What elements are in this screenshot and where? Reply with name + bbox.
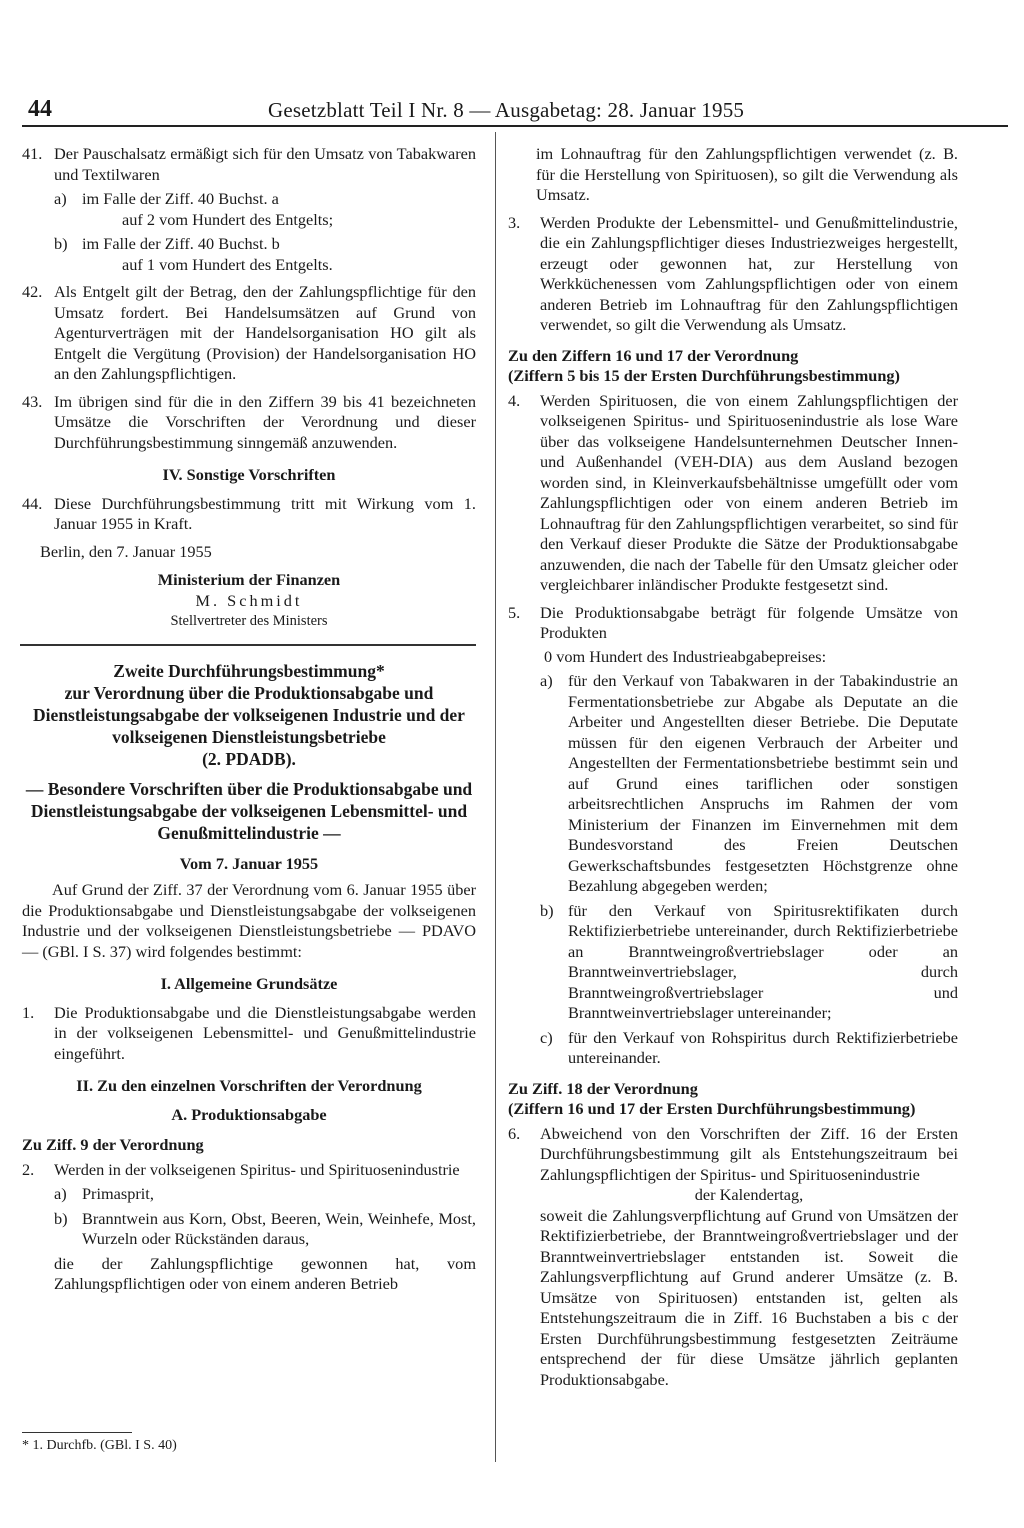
paragraph-3 [508,213,958,336]
sub-item-b [54,1209,476,1250]
subheading-ziff-9: Zu Ziff. 9 der Verordnung [22,1135,204,1154]
item-number: 2. [22,1159,35,1179]
document-date: Vom 7. Januar 1955 [179,853,319,873]
sub-label: a) [54,189,67,208]
document-title: Zweite Durchführungsbestimmung* [113,660,385,681]
centered-term: der Kalendertag, [694,1185,804,1204]
sub-text: im Falle der Ziff. 40 Buchst. b [82,234,280,253]
header-rule [22,125,1008,127]
sub-text: auf 2 vom Hundert des Entgelts; [122,209,334,229]
item-text: Abweichend von den Vorschriften der Ziff. 16 der Ersten Durchführungsbestimmung gilt als Entstehungszeitraum bei Zahlungspflichtigen der Spiritus- und Spirituosenindustrie [540,1123,958,1184]
column-divider [495,132,496,1462]
item-text: Im übrigen sind für die in den Ziffern 39 bis 41 bezeichneten Umsätze die Vorschriften der Verordnung und dieser Durchführungsbestimmung sinngemäß anzuwenden. [54,391,476,452]
item-text: Werden Produkte der Lebensmittel- und Genußmittelindustrie, die ein Zahlungspflichtiger dieses Industriezweiges hergestellt, erzeugt oder gewonnen hat, zur Herstellung von Werkküchenessen vom Zahlungspflichtigen oder von einem anderen Betrieb im Lohnauftrag für den Zahlungspflichtigen verwendet, so gilt die Verwendung als Umsatz. [540,212,958,334]
subheading-ziff-16-17: Zu den Ziffern 16 und 17 der Verordnung [508,345,799,365]
sub-text: im Falle der Ziff. 40 Buchst. a [82,189,279,208]
sub-item-c [540,1028,958,1069]
place-date: Berlin, den 7. Januar 1955 [40,541,212,561]
paragraph-2 [22,1160,476,1295]
item-number: 43. [22,391,43,411]
sub-text: Primasprit, [82,1184,154,1203]
section-heading-a: A. Produktionsabgabe [171,1104,327,1124]
sub-label: b) [54,234,68,253]
footnote: * 1. Durchfb. (GBl. I S. 40) [22,1438,177,1453]
sub-item-a [54,1184,476,1205]
section-heading-ii: II. Zu den einzelnen Vorschriften der Verordnung [76,1076,422,1095]
section-rule [20,644,476,646]
paragraph-43 [22,392,476,454]
item-text: Der Pauschalsatz ermäßigt sich für den Umsatz von Tabakwaren und Textilwaren [54,144,476,184]
sub-label: a) [540,671,553,690]
subheading-ziff-5-15: (Ziffern 5 bis 15 der Ersten Durchführungsbestimmung) [508,366,900,385]
item-number: 4. [508,390,521,410]
sub-item-b [540,901,958,1024]
item-text: Diese Durchführungsbestimmung tritt mit Wirkung vom 1. Januar 1955 in Kraft. [54,493,476,533]
item-continuation: soweit die Zahlungsverpflichtung auf Grund von Umsätzen der Rektifizierbetriebe, der Branntweingroßvertriebslager und der Branntweinvertriebslager entstanden ist. Soweit die Zahlungsverpflichtung auf Grund anderer Umsätze (z. B. Umsätze von Spirituosen) entstanden ist, gelten als Entstehungszeitraum die in Ziff. 16 Buchstaben a bis c der Ersten Durchführungsbestimmung festgesetzten Zeiträume entsprechend der für diese Umsätze jährlich geplanten Produktionsabgabe. [540,1205,958,1389]
intro-paragraph: Auf Grund der Ziff. 37 der Verordnung vom 6. Januar 1955 über die Produktionsabgabe und Dienstleistungsabgabe der volkseigenen Industrie und der volkseigenen Dienstleistungsbetriebe — PDAVO — (GBl. I S. 37) wird folgendes bestimmt: [22,880,476,961]
item-text: Werden Spirituosen, die von einem Zahlungspflichtigen der volkseigenen Spiritus- und Spirituosenindustrie als lose Ware über das volkseigene Handelsunternehmen Deutscher Innen- und Außenhandel (VEH-DIA) aus dem Ausland bezogen worden sind, in Kleinverkaufsbehältnisse umgefüllt oder vom Zahlungspflichtigen oder von einem anderen Betrieb im Lohnauftrag für den Zahlungspflichtigen verarbeitet, so sind für den Verkauf dieser Produkte die Sätze der Produktionsabgabe anzuwenden, die nach der Tabelle für den Umsatz gleicher oder vergleichbarer inländischer Produkte festgesetzt sind. [540,390,958,594]
item-number: 5. [508,602,521,622]
paragraph-44 [22,494,476,535]
paragraph-1 [22,1003,476,1065]
section-heading-iv: IV. Sonstige Vorschriften [162,465,336,484]
document-scope: — Besondere Vorschriften über die Produktionsabgabe und Dienstleistungsabgabe der volkseigenen Lebensmittel- und Genußmittelindustrie — [25,778,473,843]
paragraph-2-continuation: im Lohnauftrag für den Zahlungspflichtigen verwendet (z. B. für die Herstellung von Spirituosen), so gilt die Verwendung als Umsatz. [536,144,958,204]
sub-label: c) [540,1027,553,1047]
sub-label: b) [540,900,554,920]
item-text: Die Produktionsabgabe und die Dienstleistungsabgabe werden in der volkseigenen Lebensmittel- und Genußmittelindustrie eingeführt. [54,1002,476,1063]
document-abbreviation: (2. PDADB). [202,748,296,769]
paragraph-4 [508,391,958,596]
sub-text: für den Verkauf von Tabakwaren in der Tabakindustrie an Fermentationsbetriebe zur Abgabe als Deputate an die Arbeiter und Angestellten dieser Betriebe. Die Deputate müssen für den eigenen Verbrauch der Arbeiter und Angestellten der Fermentationsbetriebe bestimmt sein und auf Grund eines tariflichen oder sonstigen arbeitsrechtlichen Anspruchs im Rahmen der vom Ministerium der Finanzen im Einvernehmen mit dem Bundesvorstand des Freien Deutschen Gewerkschaftsbundes festgesetzten Höchstgrenze ohne Bezahlung abgegeben werden; [568,671,958,895]
section-heading-i: I. Allgemeine Grundsätze [160,974,338,993]
sub-text: für den Verkauf von Spiritusrektifikaten durch Rektifizierbetriebe untereinander, durch Rektifizierbetriebe an Branntweingroßvertriebslager oder an Branntweinvertriebslager, durch Branntweingroßvertriebslager und Branntweinvertriebslager untereinander; [568,900,958,1022]
item-text: Als Entgelt gilt der Betrag, den der Zahlungspflichtige für den Umsatz fordert. Bei Handelsumsätzen auf Grund von Agenturverträgen mit der Handelsorganisation HO gilt als Entgelt die Vergütung (Provision) der Handelsorganisation HO an den Zahlungspflichtigen. [54,282,476,383]
paragraph-42 [22,282,476,385]
left-column [22,144,476,1302]
sub-label: b) [54,1208,68,1228]
item-text: Die Produktionsabgabe beträgt für folgende Umsätze von Produkten [540,602,958,642]
footnote-rule [22,1432,132,1433]
rate-line: 0 vom Hundert des Industrieabgabepreises: [544,646,827,666]
item-number: 6. [508,1123,521,1143]
subheading-ziff-16-17-first: (Ziffern 16 und 17 der Ersten Durchführungsbestimmung) [508,1099,916,1118]
paragraph-41 [22,144,476,275]
subheading-ziff-18: Zu Ziff. 18 der Verordnung [508,1078,698,1098]
signer-name: M. Schmidt [195,590,303,610]
sub-label: a) [54,1184,67,1203]
item-text: Werden in der volkseigenen Spiritus- und Spirituosenindustrie [54,1159,460,1179]
item-number: 1. [22,1002,35,1022]
ministry-name: Ministerium der Finanzen [157,570,341,589]
paragraph-6 [508,1124,958,1391]
page-number: 44 [28,96,52,122]
item-number: 44. [22,493,43,513]
document-subtitle: zur Verordnung über die Produktionsabgabe und Dienstleistungsabgabe der volkseigenen Industrie und der volkseigenen Dienstleistungsbetriebe [33,682,465,747]
header-title: Gesetzblatt Teil I Nr. 8 — Ausgabetag: 28. Januar 1955 [268,98,745,122]
item-number: 41. [22,144,43,163]
sub-text: für den Verkauf von Rohspiritus durch Rektifizierbetriebe untereinander. [568,1027,958,1067]
right-column [508,144,958,1397]
paragraph-5 [508,603,958,1069]
sub-item-a [540,671,958,897]
item-continuation: die der Zahlungspflichtige gewonnen hat, vom Zahlungspflichtigen oder von einem anderen Betrieb [54,1253,476,1293]
signer-role: Stellvertreter des Ministers [170,613,328,629]
sub-item-b [54,234,476,275]
item-number: 42. [22,282,43,301]
sub-text: auf 1 vom Hundert des Entgelts. [122,254,333,274]
page-header [20,96,1008,126]
item-number: 3. [508,212,521,232]
sub-text: Branntwein aus Korn, Obst, Beeren, Wein, Weinhefe, Most, Wurzeln oder Rückständen daraus, [82,1208,476,1248]
sub-item-a [54,189,476,230]
